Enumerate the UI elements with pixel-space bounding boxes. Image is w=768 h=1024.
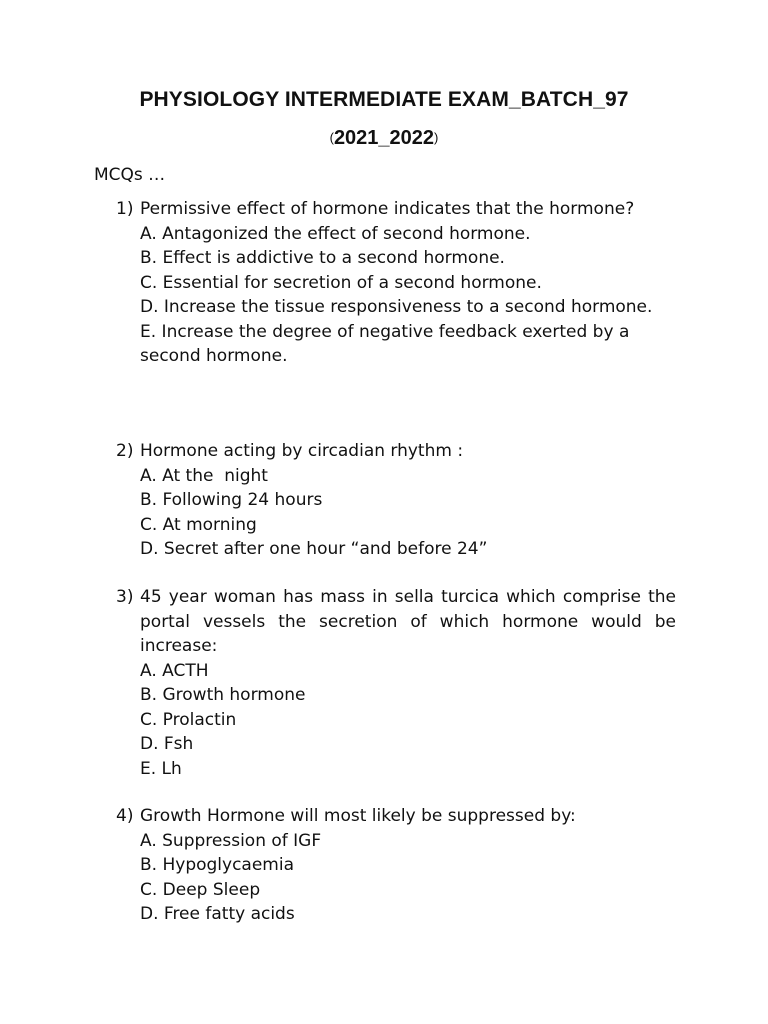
year-open-paren: ( [329,130,334,145]
question-stem [116,585,676,659]
answer-option: C. Prolactin [140,709,237,730]
exam-title: PHYSIOLOGY INTERMEDIATE EXAM_BATCH_97 [139,88,629,111]
answer-option: C. Essential for secretion of a second hormone. [140,272,542,293]
question-number: 3) [116,587,134,607]
year-close-paren: ) [434,130,439,145]
answer-option: A. At the night [140,465,268,486]
answer-option: D. Increase the tissue responsiveness to a second hormone. [140,297,653,317]
answer-option: B. Following 24 hours [140,490,323,510]
question-text: 45 year woman has mass in sella turcica which comprise the portal vessels the secretion of which hormone would be increase: [140,587,676,656]
question-stem [116,804,676,829]
question-3 [116,585,676,781]
year-text: 2021_2022 [333,127,435,149]
question-text: Permissive effect of hormone indicates that the hormone? [140,199,635,219]
answer-option: C. At morning [140,514,257,535]
question-text: Growth Hormone will most likely be suppressed by: [140,806,576,826]
answer-option: C. Deep Sleep [140,879,261,900]
exam-year [0,127,768,150]
answer-option: A. Suppression of IGF [140,830,322,851]
answer-option: D. Fsh [140,734,194,754]
answer-option: A. Antagonized the effect of second hormone. [140,223,531,244]
question-stem [116,197,676,222]
question-stem [116,439,676,464]
question-number: 4) [116,806,134,826]
question-number: 2) [116,441,134,461]
answer-option: D. Secret after one hour “and before 24” [140,539,488,559]
section-label: MCQs … [94,165,166,185]
answer-option: D. Free fatty acids [140,904,295,924]
question-1 [116,197,676,369]
answer-option: E. Increase the degree of negative feedback exerted by a second hormone. [140,321,630,366]
answer-option: B. Effect is addictive to a second hormone. [140,248,505,268]
answer-option: A. ACTH [140,660,209,681]
question-number: 1) [116,199,134,219]
answer-option: B. Hypoglycaemia [140,855,295,875]
question-text: Hormone acting by circadian rhythm : [140,441,464,461]
question-2 [116,439,676,562]
question-4 [116,804,676,927]
answer-option: B. Growth hormone [140,685,306,705]
answer-option: E. Lh [140,758,182,779]
